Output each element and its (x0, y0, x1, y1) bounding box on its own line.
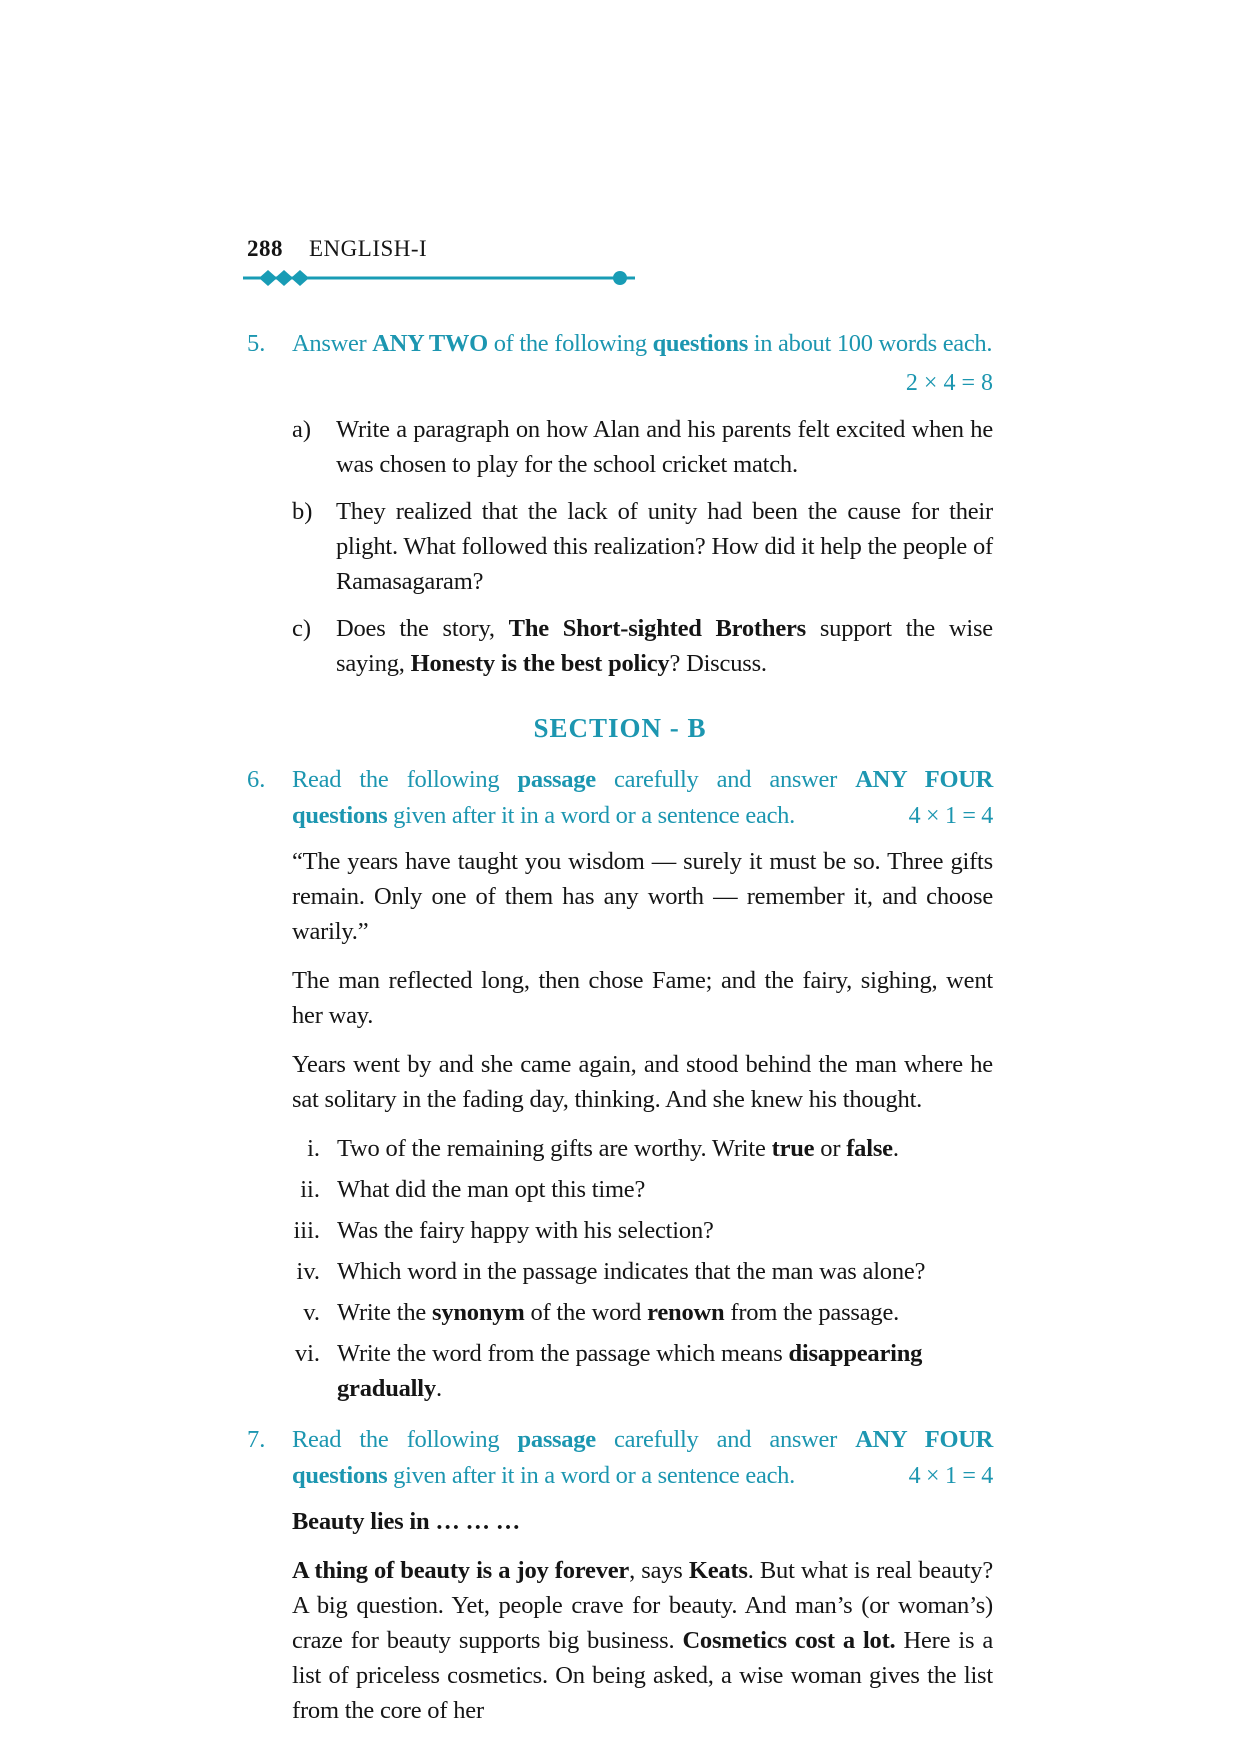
item-text: They realized that the lack of unity had been the cause for their plight. What followed this realization? How did it help the people of Ramasagaram? (336, 498, 993, 595)
item-label: vi. (294, 1340, 320, 1367)
question-6-item-i (292, 1131, 993, 1166)
item-text: What did the man opt this time? (337, 1176, 646, 1203)
question-5-number: 5. (247, 330, 266, 357)
question-6-item-ii (292, 1172, 993, 1207)
item-label: b) (292, 498, 313, 525)
question-6-item-iii (292, 1213, 993, 1248)
question-6-item-v (292, 1295, 993, 1330)
item-label: iv. (296, 1258, 320, 1285)
question-6-body (292, 762, 993, 1412)
question-6-stem: 4 × 1 = 4 Read the following passage carefully and answer ANY FOUR questions given after it in a word or a sentence each. (292, 762, 993, 834)
question-5-item-b (292, 494, 993, 599)
question-7-stem: 4 × 1 = 4 Read the following passage carefully and answer ANY FOUR questions given after it in a word or a sentence each. (292, 1422, 993, 1494)
item-label: c) (292, 615, 312, 642)
item-label: ii. (300, 1176, 320, 1203)
page-number: 288 (247, 236, 283, 261)
question-7-number: 7. (247, 1426, 266, 1453)
question-5-item-c (292, 611, 993, 681)
question-6-item-iv (292, 1254, 993, 1289)
question-6 (247, 762, 993, 1412)
subject-title: ENGLISH-I (309, 236, 428, 261)
question-5-stem: Answer ANY TWO of the following questions in about 100 words each. (292, 330, 993, 357)
question-7-passage-paragraph: A thing of beauty is a joy forever, says Keats. But what is real beauty? A big question. Yet, people crave for beauty. And man’s (or woman’s) craze for beauty supports big business. Cosmetics cost a lot. Here is a list of priceless cosmetics. On being asked, a wise woman gives the list from the core of her (292, 1557, 994, 1724)
page-header (247, 236, 993, 288)
header-title-row (247, 236, 993, 262)
question-6-passage-paragraph: Years went by and she came again, and stood behind the man where he sat solitary in the fading day, thinking. And she knew his thought. (292, 1051, 993, 1113)
question-6-marks: 4 × 1 = 4 (908, 803, 993, 829)
item-text: Write a paragraph on how Alan and his parents felt excited when he was chosen to play for the school cricket match. (336, 416, 993, 478)
question-6-passage-paragraph: “The years have taught you wisdom — surely it must be so. Three gifts remain. Only one of them has any worth — remember it, and choose warily.” (292, 848, 993, 945)
question-6-passage-paragraph: The man reflected long, then chose Fame; and the fairy, sighing, went her way. (292, 967, 993, 1029)
question-6-number: 6. (247, 766, 266, 793)
item-text: Write the word from the passage which means disappearing gradually. (337, 1340, 923, 1402)
question-7-passage-title: Beauty lies in … … … (292, 1508, 521, 1535)
item-label: a) (292, 416, 312, 443)
question-5-body (292, 326, 993, 693)
item-label: i. (307, 1135, 320, 1162)
item-label: v. (303, 1299, 320, 1326)
item-text: Does the story, The Short-sighted Brothers support the wise saying, Honesty is the best policy? Discuss. (336, 615, 993, 677)
question-7-marks: 4 × 1 = 4 (908, 1463, 993, 1489)
item-text: Was the fairy happy with his selection? (337, 1217, 714, 1244)
item-text: Which word in the passage indicates that the man was alone? (337, 1258, 926, 1285)
question-7-body (292, 1422, 993, 1742)
question-7 (247, 1422, 993, 1742)
question-5 (247, 326, 993, 693)
question-5-item-a (292, 412, 993, 482)
item-label: iii. (293, 1217, 320, 1244)
header-rule-decoration (243, 268, 635, 288)
question-6-item-vi (292, 1336, 993, 1406)
item-text: Two of the remaining gifts are worthy. Write true or false. (337, 1135, 899, 1162)
item-text: Write the synonym of the word renown from the passage. (337, 1299, 900, 1326)
section-b-heading: SECTION - B (533, 713, 707, 743)
question-5-marks: 2 × 4 = 8 (905, 370, 993, 396)
page-content (247, 326, 993, 1742)
